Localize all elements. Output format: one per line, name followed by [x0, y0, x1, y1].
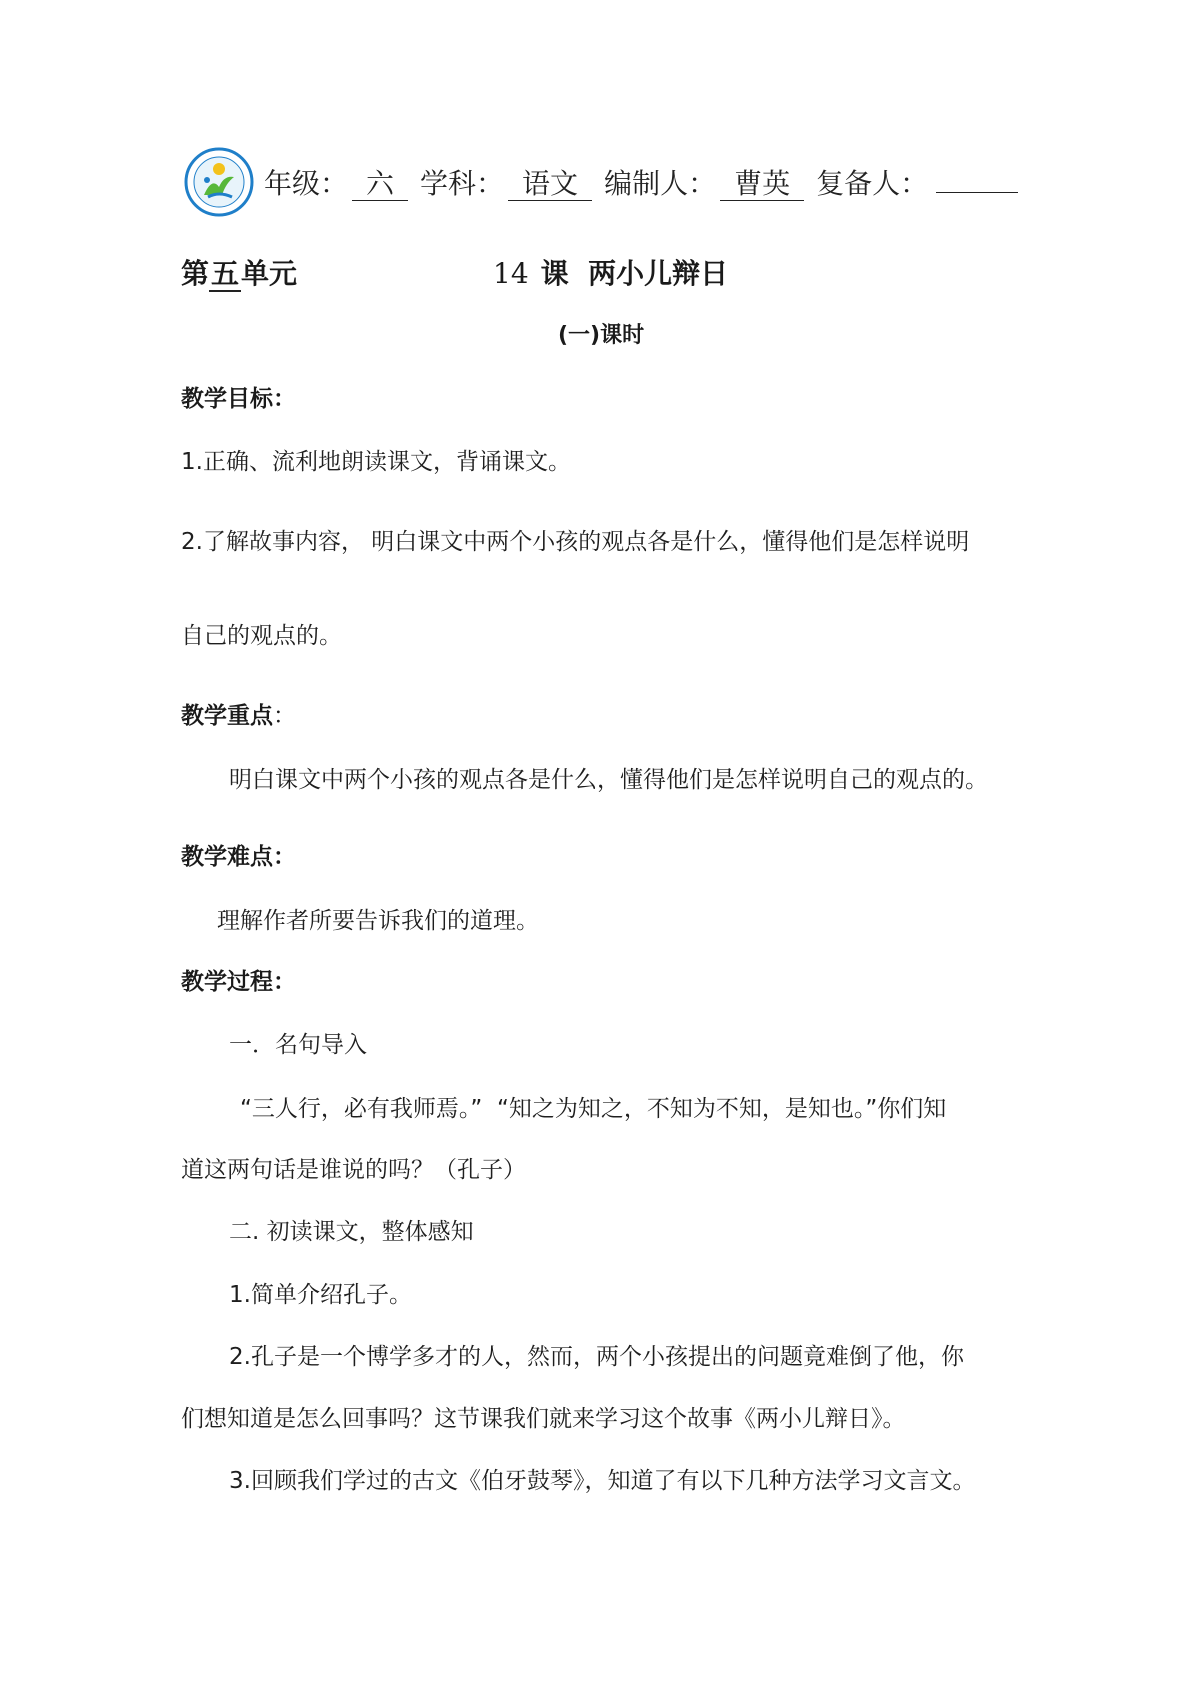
goals-heading: 教学目标：: [181, 386, 296, 412]
quote-line1: “三人行，必有我师焉。” “知之为知之，不知为不知，是知也。”你们知: [240, 1096, 947, 1122]
item-1: 1.简单介绍孔子。: [229, 1282, 412, 1308]
goal-2-line2: 自己的观点的。: [181, 623, 342, 649]
header-row: [184, 147, 1030, 217]
item-2-line2: 们想知道是怎么回事吗？这节课我们就来学习这个故事《两小儿辩日》。: [181, 1406, 906, 1432]
lesson-name: 课 两小儿辩日: [540, 257, 729, 290]
key-text: 明白课文中两个小孩的观点各是什么，懂得他们是怎样说明自己的观点的。: [229, 767, 988, 793]
grade-value: 六: [352, 168, 408, 201]
goal-1: 1.正确、流利地朗读课文，背诵课文。: [181, 449, 571, 475]
author-value: 曹英: [720, 168, 804, 201]
subject-label: 学科：: [420, 167, 505, 200]
period-label: (一)课时: [558, 323, 645, 348]
unit-number: 五: [211, 257, 240, 290]
unit-title: [181, 252, 297, 292]
key-heading-text: 教学重点: [181, 703, 273, 729]
difficulty-text: 理解作者所要告诉我们的道理。: [217, 908, 539, 934]
item-2-line1: 2.孔子是一个博学多才的人，然而，两个小孩提出的问题竟难倒了他，你: [229, 1344, 964, 1370]
key-heading: [181, 697, 296, 730]
unit-prefix: 第: [181, 257, 210, 290]
lesson-title: [493, 252, 728, 292]
unit-suffix: 单元: [241, 257, 298, 290]
step-2: 二. 初读课文，整体感知: [229, 1219, 474, 1245]
grade-label: 年级：: [264, 167, 349, 200]
author-label: 编制人：: [604, 167, 717, 200]
reviewer-value: [936, 192, 1018, 193]
goal-2-line1: 2.了解故事内容， 明白课文中两个小孩的观点各是什么，懂得他们是怎样说明: [181, 529, 970, 555]
quote-line2: 道这两句话是谁说的吗？（孔子）: [181, 1157, 526, 1183]
key-heading-colon: ：: [273, 703, 296, 729]
reviewer-label: 复备人：: [816, 167, 929, 200]
subject-value: 语文: [508, 168, 592, 201]
lesson-number: 14: [493, 257, 529, 290]
school-logo: [184, 147, 254, 217]
process-heading: 教学过程：: [181, 969, 296, 995]
header-fields: [264, 162, 1030, 202]
step-1: 一．名句导入: [229, 1032, 367, 1058]
difficulty-heading: 教学难点：: [181, 844, 296, 870]
item-3: 3.回顾我们学过的古文《伯牙鼓琴》，知道了有以下几种方法学习文言文。: [229, 1468, 976, 1494]
